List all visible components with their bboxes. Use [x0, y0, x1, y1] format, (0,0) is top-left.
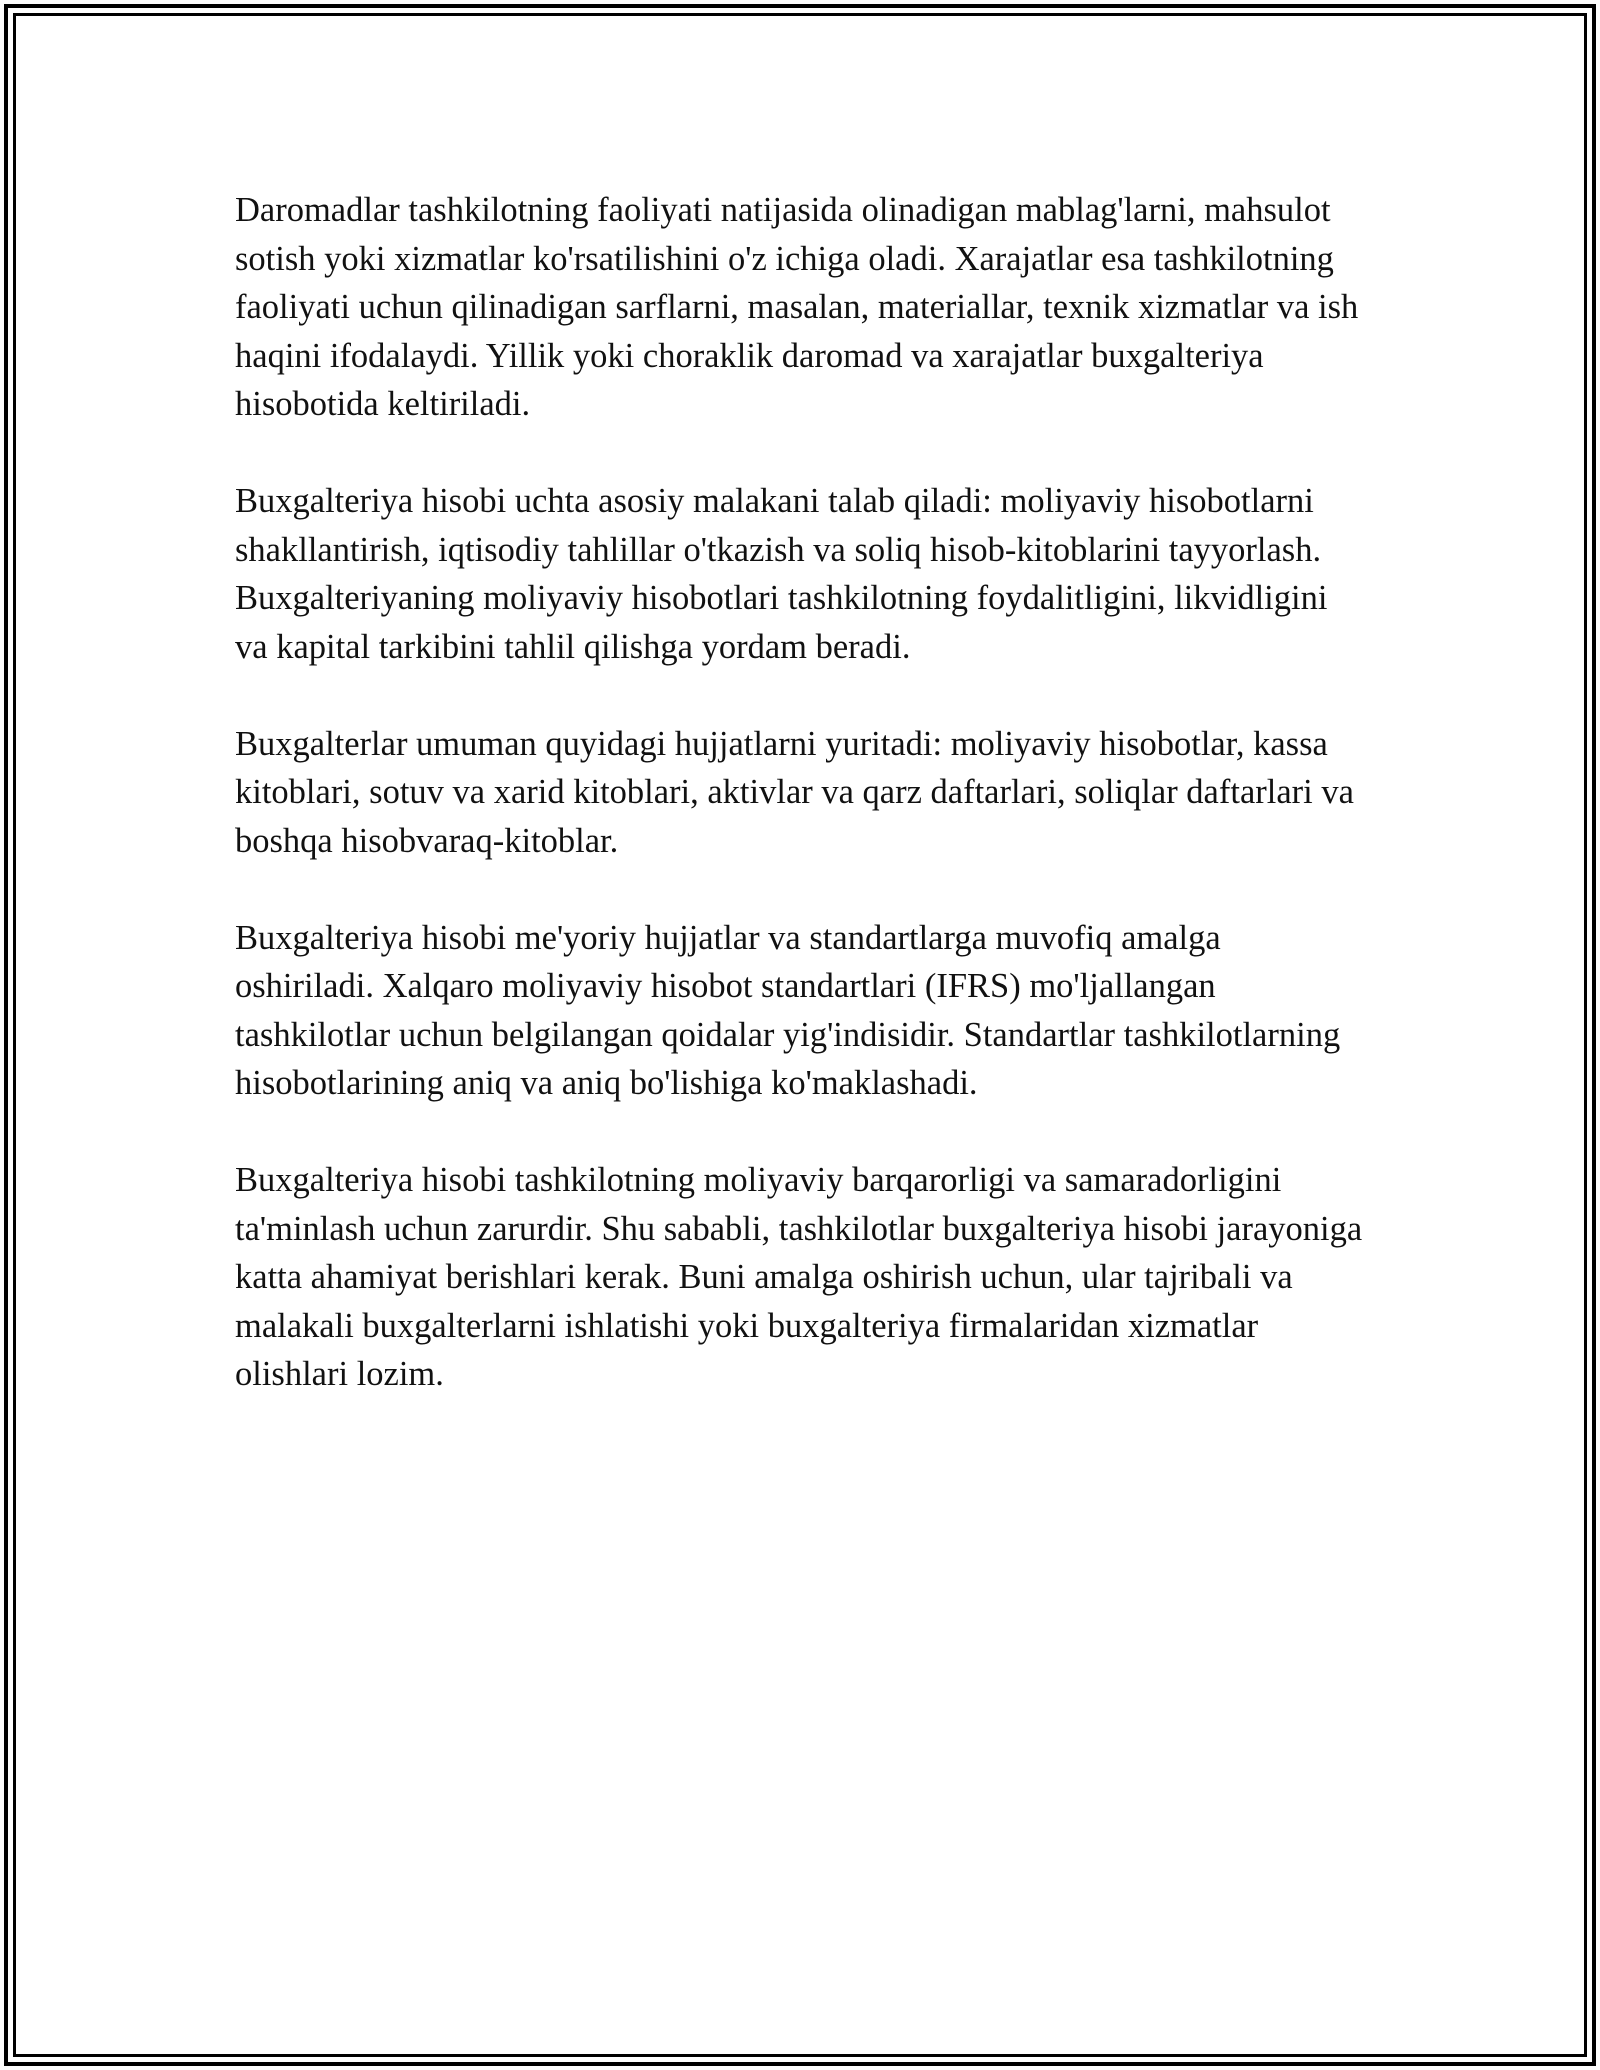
document-body [235, 186, 1365, 1447]
paragraph-income-expenses: Daromadlar tashkilotning faoliyati natijasida olinadigan mablag'larni, mahsulot sotish yoki xizmatlar ko'rsatilishini o'z ichiga oladi. Xarajatlar esa tashkilotning faoliyati uchun qilinadigan sarflarni, masalan, materiallar, texnik xizmatlar va ish haqini ifodalaydi. Yillik yoki choraklik daromad va xarajatlar buxgalteriya hisobotida keltiriladi. [235, 191, 1359, 423]
paragraph-accounting-documents: Buxgalterlar umuman quyidagi hujjatlarni yuritadi: moliyaviy hisobotlar, kassa kitoblari, sotuv va xarid kitoblari, aktivlar va qarz daftarlari, soliqlar daftarlari va boshqa hisobvaraq-kitoblar. [235, 724, 1354, 860]
paragraph-importance: Buxgalteriya hisobi tashkilotning moliyaviy barqarorligi va samaradorligini ta'minlash uchun zarurdir. Shu sababli, tashkilotlar buxgalteriya hisobi jarayoniga katta ahamiyat berishlari kerak. Buni amalga oshirish uchun, ular tajribali va malakali buxgalterlarni ishlatishi yoki buxgalteriya firmalaridan xizmatlar olishlari lozim. [235, 1161, 1363, 1393]
paragraph-standards: Buxgalteriya hisobi me'yoriy hujjatlar va standartlarga muvofiq amalga oshiriladi. Xalqaro moliyaviy hisobot standartlari (IFRS) mo'ljallangan tashkilotlar uchun belgilangan qoidalar yig'indisidir. Standartlar tashkilotlarning hisobotlarining aniq va aniq bo'lishiga ko'maklashadi. [235, 918, 1341, 1102]
paragraph-accounting-skills: Buxgalteriya hisobi uchta asosiy malakani talab qiladi: moliyaviy hisobotlarni shakllantirish, iqtisodiy tahlillar o'tkazish va soliq hisob-kitoblarini tayyorlash. Buxgalteriyaning moliyaviy hisobotlari tashkilotning foydalitligini, likvidligini va kapital tarkibini tahlil qilishga yordam beradi. [235, 482, 1328, 666]
